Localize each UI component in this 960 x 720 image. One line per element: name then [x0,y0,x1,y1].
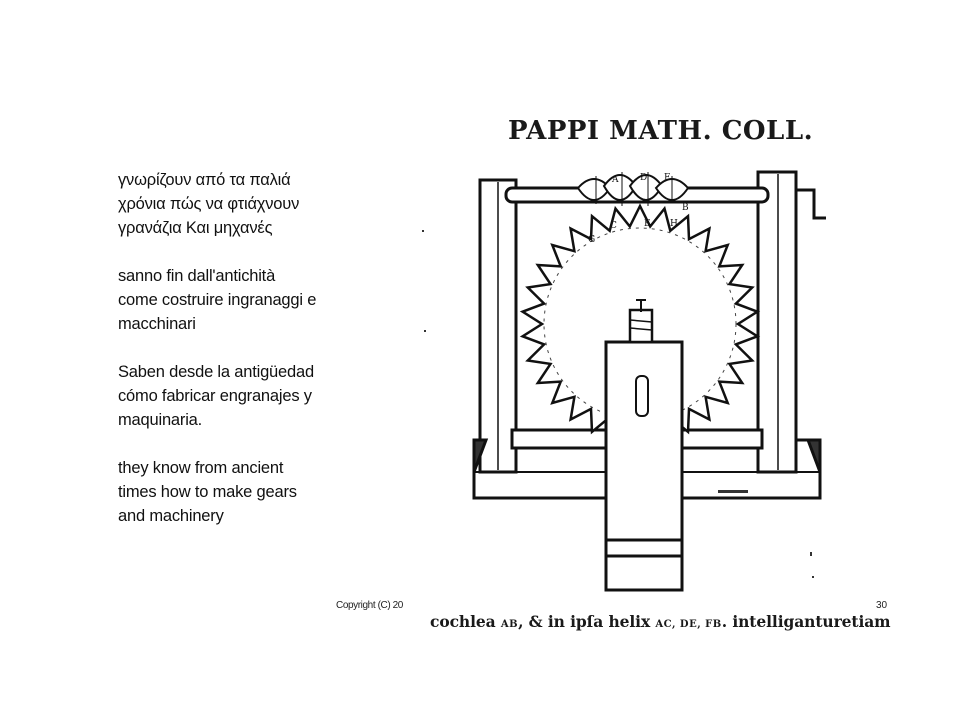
gear-hub-bolt [630,310,652,342]
illustration-header: PAPPI MATH. COLL. [508,116,814,146]
translation-text-block [118,168,378,552]
gear-letter-b: B [682,203,689,213]
english-text: they know from ancient times how to make gears and machinery [118,459,297,525]
caption-part-2: AB [500,619,519,630]
gear-letter-c: C [610,221,617,231]
gear-letter-h: H [670,219,678,229]
copyright-notice: Copyright (C) 20 [336,600,403,611]
caption-part-5: . intelliganturetiam [721,612,891,631]
gear-letter-e: E [644,219,651,229]
caption-part-1: cochlea [430,612,501,631]
frame-right-post [758,172,796,472]
axle-slot [636,376,648,416]
greek-text: γνωρίζουν από τα παλιά χρόνια πώς να φτιάχνουν γρανάζια Και μηχανές [118,171,300,237]
page-number-fragment: 30 [876,600,888,611]
spanish-text: Saben desde la antigüedad cómo fabricar engranajes y maquinaria. [118,363,314,429]
caption-part-3: , & in ipſa helix [518,612,656,631]
gear-letter-a: A [612,175,619,185]
gear-letter-d: D [640,173,648,183]
crank-handle [796,190,826,218]
gear-machine-illustration [418,100,898,640]
caption-part-4: AC, DE, FB [655,619,722,630]
italian-text: sanno fin dall'antichità come costruire ingranaggi e macchinari [118,267,317,333]
gear-letter-f: F [664,173,671,183]
latin-caption [430,612,891,631]
gear-letter-g: G [588,235,596,245]
